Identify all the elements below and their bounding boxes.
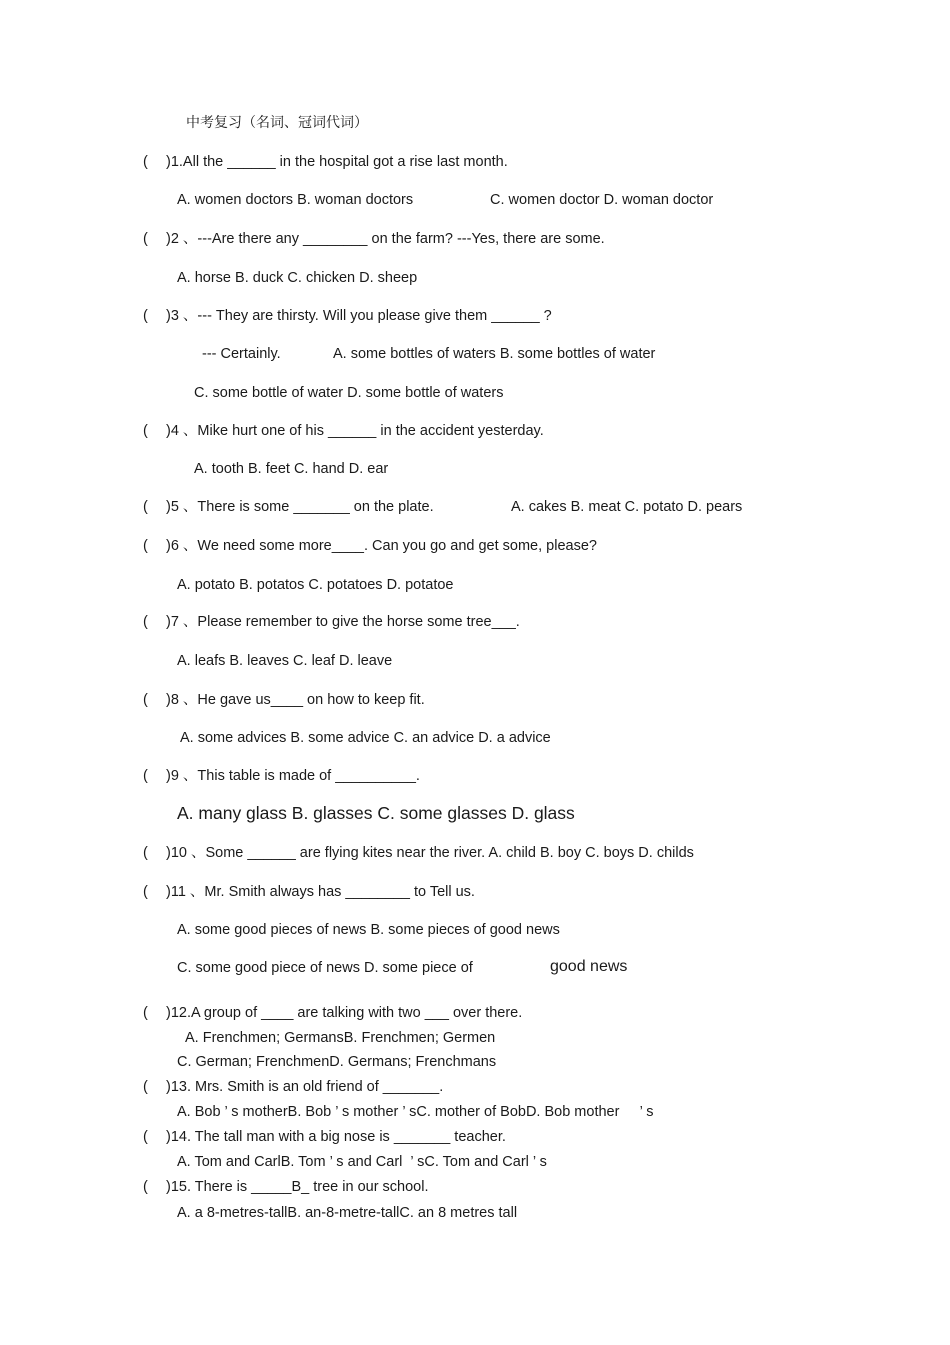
text-line: )11 、Mr. Smith always has ________ to Tell us. bbox=[166, 884, 475, 900]
text-line: ( bbox=[143, 1005, 148, 1021]
text-line: A. some advices B. some advice C. an advice D. a advice bbox=[180, 730, 551, 746]
text-line: C. German; FrenchmenD. Germans; Frenchmans bbox=[177, 1054, 497, 1070]
text-line: )13. Mrs. Smith is an old friend of _______. bbox=[166, 1079, 444, 1095]
text-line: ( bbox=[143, 845, 148, 861]
text-line: )3 、--- They are thirsty. Will you please give them ______ ? bbox=[166, 308, 552, 324]
text-line: ( bbox=[143, 538, 148, 554]
text-line: C. some good piece of news D. some piece of bbox=[177, 960, 473, 976]
text-line: A. cakes B. meat C. potato D. pears bbox=[511, 499, 743, 515]
text-line: A. Frenchmen; GermansB. Frenchmen; Germen bbox=[185, 1030, 496, 1046]
text-line: ( bbox=[143, 231, 148, 247]
text-line: A. potato B. potatos C. potatoes D. potatoe bbox=[177, 577, 454, 593]
text-line: ( bbox=[143, 423, 148, 439]
text-line: )15. There is _____B_ tree in our school. bbox=[166, 1179, 429, 1195]
text-line: )10 、Some ______ are flying kites near the river. A. child B. boy C. boys D. childs bbox=[166, 845, 694, 861]
text-line: ( bbox=[143, 884, 148, 900]
text-line: ( bbox=[143, 1129, 148, 1145]
text-line: )6 、We need some more____. Can you go and get some, please? bbox=[166, 538, 597, 554]
text-line: A. tooth B. feet C. hand D. ear bbox=[194, 461, 389, 477]
text-line: good news bbox=[550, 958, 628, 975]
text-line: )2 、---Are there any ________ on the farm? ---Yes, there are some. bbox=[166, 231, 605, 247]
text-line: )14. The tall man with a big nose is _______ teacher. bbox=[166, 1129, 506, 1145]
text-line: A. many glass B. glasses C. some glasses D. glass bbox=[177, 803, 575, 823]
text-line: )8 、He gave us____ on how to keep fit. bbox=[166, 692, 425, 708]
text-line: )12.A group of ____ are talking with two ___ over there. bbox=[166, 1005, 523, 1021]
text-line: ( bbox=[143, 154, 148, 170]
text-line: ( bbox=[143, 308, 148, 324]
text-line: )1.All the ______ in the hospital got a rise last month. bbox=[166, 154, 508, 170]
text-line: A. horse B. duck C. chicken D. sheep bbox=[177, 270, 418, 286]
text-line: A. women doctors B. woman doctors bbox=[177, 192, 414, 208]
text-line: ( bbox=[143, 614, 148, 630]
text-line: ( bbox=[143, 768, 148, 784]
text-line: A. some good pieces of news B. some pieces of good news bbox=[177, 922, 560, 938]
text-line: ( bbox=[143, 1079, 148, 1095]
text-line: A. a 8-metres-tallB. an-8-metre-tallC. an 8 metres tall bbox=[177, 1205, 518, 1221]
text-line: C. women doctor D. woman doctor bbox=[490, 192, 714, 208]
text-line: A. Bob ’ s motherB. Bob ’ s mother ’ sC. mother of BobD. Bob mother ’ s bbox=[177, 1104, 654, 1120]
text-line: C. some bottle of water D. some bottle of waters bbox=[194, 385, 504, 401]
text-line: ( bbox=[143, 692, 148, 708]
page-title: 中考复习（名词、冠词代词） bbox=[186, 115, 368, 131]
text-line: )5 、There is some _______ on the plate. bbox=[166, 499, 434, 515]
text-line: ( bbox=[143, 499, 148, 515]
text-line: )7 、Please remember to give the horse some tree___. bbox=[166, 614, 520, 630]
text-line: A. leafs B. leaves C. leaf D. leave bbox=[177, 653, 393, 669]
text-line: A. Tom and CarlB. Tom ’ s and Carl ’ sC. Tom and Carl ’ s bbox=[177, 1154, 547, 1170]
text-line: )4 、Mike hurt one of his ______ in the accident yesterday. bbox=[166, 423, 544, 439]
text-line: --- Certainly. bbox=[202, 346, 281, 362]
text-line: )9 、This table is made of __________. bbox=[166, 768, 420, 784]
text-line: A. some bottles of waters B. some bottles of water bbox=[333, 346, 656, 362]
text-line: ( bbox=[143, 1179, 148, 1195]
